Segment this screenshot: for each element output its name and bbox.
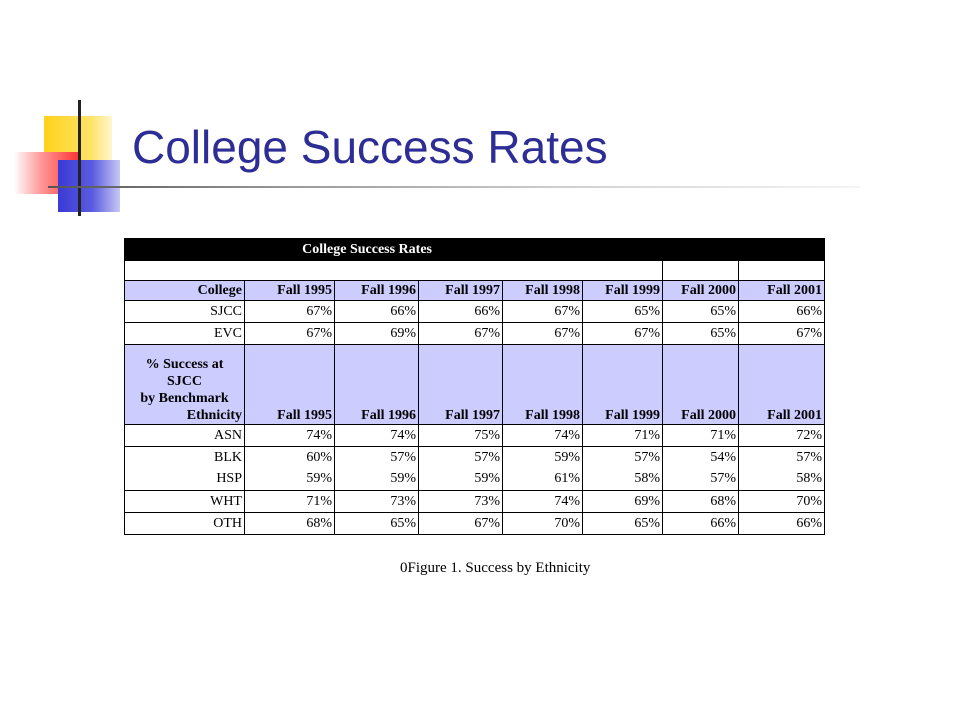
rate-cell: 65% xyxy=(663,323,739,345)
rate-cell: 69% xyxy=(335,323,419,345)
rate-cell: 57% xyxy=(419,447,503,469)
rate-cell: 74% xyxy=(503,491,583,513)
college-name: EVC xyxy=(125,323,245,345)
rate-cell: 75% xyxy=(419,425,503,447)
rate-cell: 74% xyxy=(335,425,419,447)
table-banner-fill xyxy=(503,239,825,261)
ethnicity-header-label xyxy=(125,345,245,425)
rate-cell: 73% xyxy=(335,491,419,513)
ethnicity-header-line: SJCC xyxy=(166,374,202,389)
rate-cell: 65% xyxy=(335,513,419,535)
rate-cell: 71% xyxy=(663,425,739,447)
title-underline xyxy=(48,186,860,188)
rate-cell: 70% xyxy=(739,491,825,513)
year-header: Fall 1996 xyxy=(335,345,419,425)
year-header: Fall 2000 xyxy=(663,281,739,301)
table-row xyxy=(125,425,825,447)
rate-cell: 61% xyxy=(503,469,583,491)
year-header: Fall 1999 xyxy=(583,281,663,301)
year-header: Fall 1998 xyxy=(503,281,583,301)
rate-cell: 59% xyxy=(419,469,503,491)
figure-caption: 0Figure 1. Success by Ethnicity xyxy=(400,560,591,576)
rate-cell: 58% xyxy=(739,469,825,491)
rate-cell: 58% xyxy=(583,469,663,491)
table-blank-row xyxy=(125,261,825,281)
rate-cell: 68% xyxy=(663,491,739,513)
college-name: SJCC xyxy=(125,301,245,323)
rate-cell: 74% xyxy=(503,425,583,447)
year-header: Fall 2000 xyxy=(663,345,739,425)
rate-cell: 72% xyxy=(739,425,825,447)
rate-cell: 67% xyxy=(583,323,663,345)
table-row xyxy=(125,323,825,345)
table-banner-row xyxy=(125,239,825,261)
rate-cell: 74% xyxy=(245,425,335,447)
rate-cell: 71% xyxy=(245,491,335,513)
year-header: Fall 1995 xyxy=(245,345,335,425)
blank-cell xyxy=(739,261,825,281)
rate-cell: 59% xyxy=(335,469,419,491)
rate-cell: 65% xyxy=(663,301,739,323)
ethnicity-header-line: Ethnicity xyxy=(186,408,242,423)
rate-cell: 59% xyxy=(245,469,335,491)
rate-cell: 68% xyxy=(245,513,335,535)
year-header: Fall 2001 xyxy=(739,345,825,425)
rate-cell: 67% xyxy=(419,513,503,535)
rate-cell: 57% xyxy=(739,447,825,469)
table-row xyxy=(125,491,825,513)
year-header: Fall 1999 xyxy=(583,345,663,425)
rate-cell: 67% xyxy=(245,301,335,323)
table-banner: College Success Rates xyxy=(125,239,503,261)
ethnicity-name: ASN xyxy=(125,425,245,447)
college-header-row xyxy=(125,281,825,301)
blank-cell xyxy=(125,261,663,281)
rate-cell: 59% xyxy=(503,447,583,469)
year-header: Fall 1995 xyxy=(245,281,335,301)
logo-vertical-line xyxy=(78,100,81,216)
rate-cell: 67% xyxy=(245,323,335,345)
ethnicity-header-line: % Success at xyxy=(145,357,224,372)
ethnicity-header-line: by Benchmark xyxy=(140,391,229,406)
rate-cell: 67% xyxy=(503,301,583,323)
ethnicity-name: HSP xyxy=(125,469,245,491)
rate-cell: 66% xyxy=(663,513,739,535)
table-row xyxy=(125,513,825,535)
ethnicity-header-row xyxy=(125,345,825,425)
rate-cell: 73% xyxy=(419,491,503,513)
ethnicity-name: OTH xyxy=(125,513,245,535)
table-row xyxy=(125,301,825,323)
rate-cell: 67% xyxy=(419,323,503,345)
rate-cell: 67% xyxy=(739,323,825,345)
year-header: Fall 1997 xyxy=(419,345,503,425)
rate-cell: 57% xyxy=(583,447,663,469)
rate-cell: 57% xyxy=(663,469,739,491)
rate-cell: 66% xyxy=(419,301,503,323)
table-row xyxy=(125,447,825,469)
rate-cell: 66% xyxy=(739,301,825,323)
table-row xyxy=(125,469,825,491)
rate-cell: 70% xyxy=(503,513,583,535)
rate-cell: 65% xyxy=(583,513,663,535)
rate-cell: 57% xyxy=(335,447,419,469)
rate-cell: 71% xyxy=(583,425,663,447)
rate-cell: 65% xyxy=(583,301,663,323)
slide-title: College Success Rates xyxy=(132,121,608,173)
college-header-label: College xyxy=(125,281,245,301)
rate-cell: 54% xyxy=(663,447,739,469)
ethnicity-name: BLK xyxy=(125,447,245,469)
rate-cell: 66% xyxy=(335,301,419,323)
year-header: Fall 2001 xyxy=(739,281,825,301)
success-rates-table xyxy=(124,238,825,535)
rate-cell: 67% xyxy=(503,323,583,345)
rate-cell: 69% xyxy=(583,491,663,513)
year-header: Fall 1996 xyxy=(335,281,419,301)
blank-cell xyxy=(663,261,739,281)
rate-cell: 66% xyxy=(739,513,825,535)
year-header: Fall 1998 xyxy=(503,345,583,425)
rate-cell: 60% xyxy=(245,447,335,469)
ethnicity-name: WHT xyxy=(125,491,245,513)
year-header: Fall 1997 xyxy=(419,281,503,301)
